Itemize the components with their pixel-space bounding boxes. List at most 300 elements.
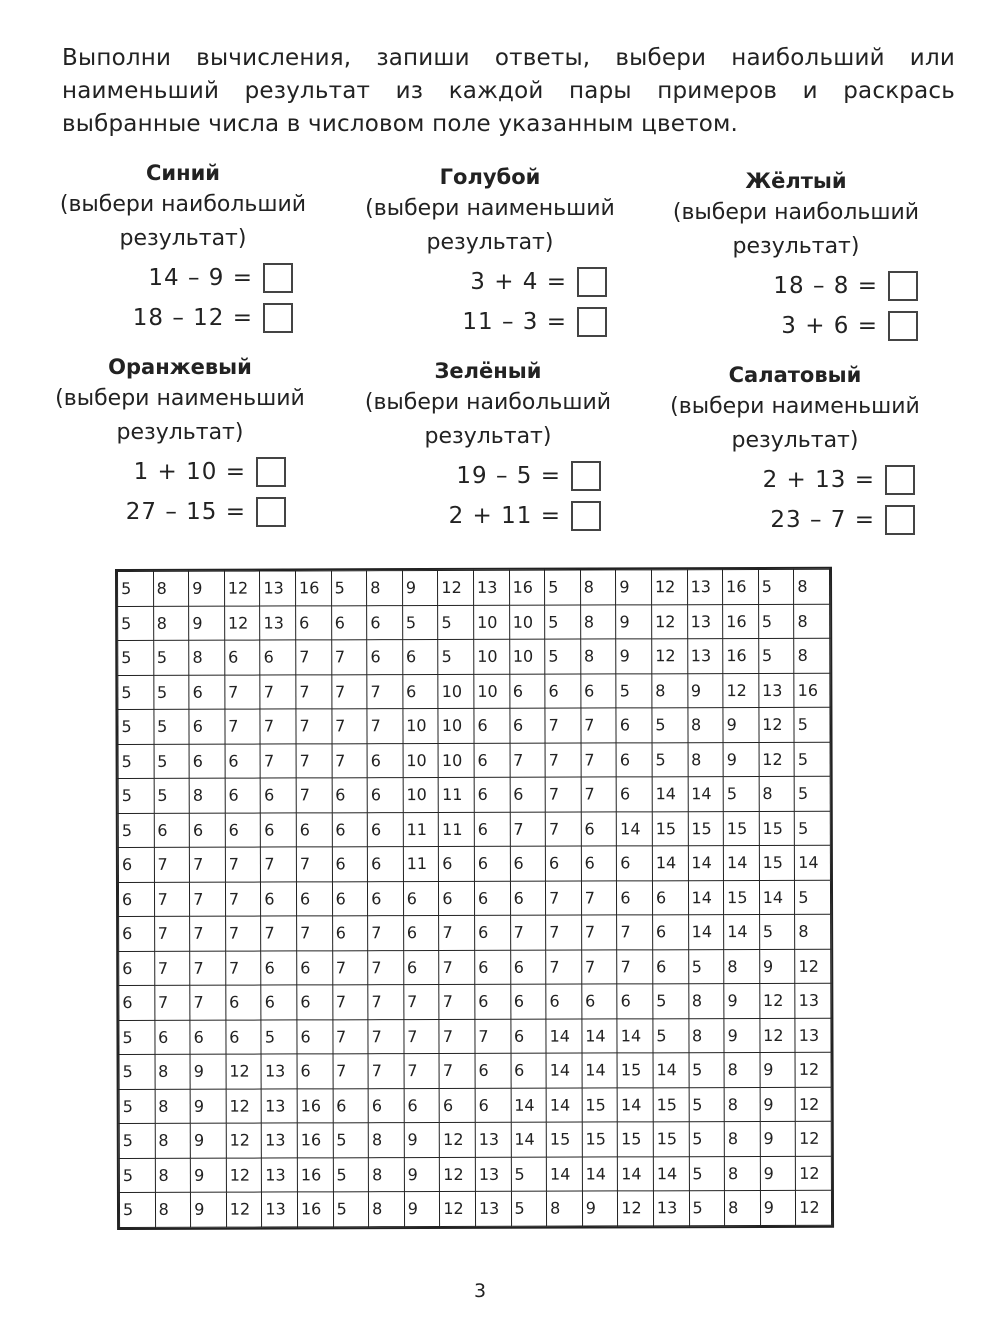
- grid-cell[interactable]: 7: [190, 985, 226, 1020]
- grid-cell[interactable]: 13: [262, 1123, 298, 1158]
- grid-cell[interactable]: 16: [297, 1157, 333, 1192]
- grid-cell[interactable]: 12: [651, 570, 687, 605]
- grid-cell[interactable]: 12: [440, 1122, 476, 1157]
- answer-box[interactable]: [888, 311, 918, 341]
- grid-cell[interactable]: 5: [511, 1157, 547, 1192]
- grid-cell[interactable]: 7: [190, 847, 226, 882]
- grid-cell[interactable]: 6: [368, 847, 404, 882]
- grid-cell[interactable]: 9: [189, 606, 225, 641]
- grid-cell[interactable]: 5: [653, 984, 689, 1019]
- grid-cell[interactable]: 14: [652, 846, 688, 881]
- grid-cell[interactable]: 5: [758, 638, 794, 673]
- grid-cell[interactable]: 12: [226, 1123, 262, 1158]
- grid-cell[interactable]: 6: [509, 674, 545, 709]
- grid-cell[interactable]: 6: [616, 708, 652, 743]
- grid-cell[interactable]: 9: [191, 1192, 227, 1227]
- grid-cell[interactable]: 5: [119, 1158, 155, 1193]
- grid-cell[interactable]: 15: [546, 1122, 582, 1157]
- grid-cell[interactable]: 6: [617, 880, 653, 915]
- grid-cell[interactable]: 9: [616, 570, 652, 605]
- grid-cell[interactable]: 6: [119, 951, 155, 986]
- grid-cell[interactable]: 6: [261, 881, 297, 916]
- grid-cell[interactable]: 6: [332, 881, 368, 916]
- grid-cell[interactable]: 7: [368, 1054, 404, 1089]
- grid-cell[interactable]: 8: [155, 1158, 191, 1193]
- grid-cell[interactable]: 6: [297, 985, 333, 1020]
- grid-cell[interactable]: 8: [688, 742, 724, 777]
- grid-cell[interactable]: 6: [474, 812, 510, 847]
- grid-cell[interactable]: 6: [190, 1020, 226, 1055]
- grid-cell[interactable]: 6: [474, 881, 510, 916]
- grid-cell[interactable]: 7: [510, 812, 546, 847]
- grid-cell[interactable]: 10: [438, 674, 474, 709]
- grid-cell[interactable]: 6: [225, 744, 261, 779]
- grid-cell[interactable]: 8: [688, 984, 724, 1019]
- grid-cell[interactable]: 12: [226, 1089, 262, 1124]
- grid-cell[interactable]: 6: [474, 708, 510, 743]
- grid-cell[interactable]: 8: [368, 1157, 404, 1192]
- grid-cell[interactable]: 5: [653, 1018, 689, 1053]
- grid-cell[interactable]: 7: [439, 915, 475, 950]
- grid-cell[interactable]: 7: [368, 1019, 404, 1054]
- grid-cell[interactable]: 7: [546, 881, 582, 916]
- grid-cell[interactable]: 12: [440, 1157, 476, 1192]
- grid-cell[interactable]: 10: [474, 639, 510, 674]
- grid-cell[interactable]: 6: [261, 812, 297, 847]
- grid-cell[interactable]: 6: [297, 950, 333, 985]
- grid-cell[interactable]: 6: [332, 812, 368, 847]
- grid-cell[interactable]: 6: [154, 813, 190, 848]
- grid-cell[interactable]: 14: [688, 880, 724, 915]
- grid-cell[interactable]: 6: [367, 812, 403, 847]
- grid-cell[interactable]: 15: [653, 1122, 689, 1157]
- grid-cell[interactable]: 7: [439, 984, 475, 1019]
- grid-cell[interactable]: 11: [403, 812, 439, 847]
- grid-cell[interactable]: 9: [759, 949, 795, 984]
- grid-cell[interactable]: 8: [580, 570, 616, 605]
- grid-cell[interactable]: 7: [368, 950, 404, 985]
- grid-cell[interactable]: 6: [617, 846, 653, 881]
- grid-cell[interactable]: 9: [191, 1158, 227, 1193]
- grid-cell[interactable]: 12: [224, 571, 260, 606]
- grid-cell[interactable]: 8: [795, 914, 831, 949]
- grid-cell[interactable]: 6: [296, 812, 332, 847]
- grid-cell[interactable]: 7: [333, 1054, 369, 1089]
- grid-cell[interactable]: 5: [118, 640, 154, 675]
- grid-cell[interactable]: 6: [475, 1088, 511, 1123]
- grid-cell[interactable]: 9: [616, 639, 652, 674]
- grid-cell[interactable]: 9: [723, 742, 759, 777]
- answer-box[interactable]: [885, 465, 915, 495]
- answer-box[interactable]: [571, 461, 601, 491]
- grid-cell[interactable]: 12: [226, 1158, 262, 1193]
- grid-cell[interactable]: 6: [297, 1054, 333, 1089]
- grid-cell[interactable]: 7: [546, 915, 582, 950]
- grid-cell[interactable]: 16: [297, 1123, 333, 1158]
- grid-cell[interactable]: 7: [190, 882, 226, 917]
- grid-cell[interactable]: 16: [297, 1088, 333, 1123]
- grid-cell[interactable]: 6: [403, 674, 439, 709]
- grid-cell[interactable]: 7: [368, 985, 404, 1020]
- answer-box[interactable]: [885, 505, 915, 535]
- grid-cell[interactable]: 5: [758, 569, 794, 604]
- grid-cell[interactable]: 9: [189, 571, 225, 606]
- grid-cell[interactable]: 13: [473, 570, 509, 605]
- grid-cell[interactable]: 6: [297, 1019, 333, 1054]
- grid-cell[interactable]: 14: [546, 1053, 582, 1088]
- grid-cell[interactable]: 6: [332, 778, 368, 813]
- grid-cell[interactable]: 16: [297, 1192, 333, 1227]
- grid-cell[interactable]: 7: [475, 1019, 511, 1054]
- grid-cell[interactable]: 5: [118, 571, 154, 606]
- grid-cell[interactable]: 12: [759, 742, 795, 777]
- grid-cell[interactable]: 14: [759, 880, 795, 915]
- grid-cell[interactable]: 15: [723, 811, 759, 846]
- grid-cell[interactable]: 6: [118, 847, 154, 882]
- grid-cell[interactable]: 6: [119, 916, 155, 951]
- grid-cell[interactable]: 7: [260, 674, 296, 709]
- grid-cell[interactable]: 13: [262, 1088, 298, 1123]
- grid-cell[interactable]: 5: [652, 708, 688, 743]
- grid-cell[interactable]: 11: [403, 846, 439, 881]
- grid-cell[interactable]: 10: [438, 743, 474, 778]
- grid-cell[interactable]: 7: [260, 743, 296, 778]
- grid-cell[interactable]: 14: [653, 1053, 689, 1088]
- grid-cell[interactable]: 7: [296, 778, 332, 813]
- grid-cell[interactable]: 6: [474, 743, 510, 778]
- grid-cell[interactable]: 6: [653, 949, 689, 984]
- grid-cell[interactable]: 6: [475, 950, 511, 985]
- answer-box[interactable]: [577, 267, 607, 297]
- grid-cell[interactable]: 13: [260, 571, 296, 606]
- grid-cell[interactable]: 6: [511, 1053, 547, 1088]
- grid-cell[interactable]: 6: [439, 881, 475, 916]
- grid-cell[interactable]: 5: [794, 707, 830, 742]
- grid-cell[interactable]: 13: [260, 605, 296, 640]
- grid-cell[interactable]: 7: [581, 915, 617, 950]
- grid-cell[interactable]: 14: [511, 1088, 547, 1123]
- grid-cell[interactable]: 6: [332, 847, 368, 882]
- grid-cell[interactable]: 7: [261, 916, 297, 951]
- grid-cell[interactable]: 14: [582, 1053, 618, 1088]
- grid-cell[interactable]: 11: [439, 812, 475, 847]
- grid-cell[interactable]: 14: [688, 777, 724, 812]
- grid-cell[interactable]: 9: [760, 1052, 796, 1087]
- grid-cell[interactable]: 15: [618, 1122, 654, 1157]
- grid-cell[interactable]: 7: [225, 882, 261, 917]
- grid-cell[interactable]: 10: [403, 743, 439, 778]
- grid-cell[interactable]: 6: [509, 708, 545, 743]
- grid-cell[interactable]: 7: [331, 674, 367, 709]
- grid-cell[interactable]: 8: [189, 640, 225, 675]
- grid-cell[interactable]: 7: [332, 985, 368, 1020]
- grid-cell[interactable]: 7: [404, 1053, 440, 1088]
- grid-cell[interactable]: 15: [759, 811, 795, 846]
- grid-cell[interactable]: 8: [369, 1192, 405, 1227]
- grid-cell[interactable]: 14: [511, 1122, 547, 1157]
- grid-cell[interactable]: 7: [581, 949, 617, 984]
- grid-cell[interactable]: 7: [331, 640, 367, 675]
- grid-cell[interactable]: 5: [154, 778, 190, 813]
- grid-cell[interactable]: 8: [155, 1192, 191, 1227]
- grid-cell[interactable]: 6: [189, 813, 225, 848]
- grid-cell[interactable]: 13: [687, 604, 723, 639]
- grid-cell[interactable]: 5: [118, 813, 154, 848]
- grid-cell[interactable]: 7: [367, 709, 403, 744]
- grid-cell[interactable]: 5: [154, 709, 190, 744]
- grid-cell[interactable]: 13: [653, 1191, 689, 1226]
- grid-cell[interactable]: 10: [403, 708, 439, 743]
- grid-cell[interactable]: 7: [510, 915, 546, 950]
- grid-cell[interactable]: 12: [652, 604, 688, 639]
- grid-cell[interactable]: 8: [368, 1123, 404, 1158]
- grid-cell[interactable]: 6: [118, 882, 154, 917]
- grid-cell[interactable]: 5: [119, 1089, 155, 1124]
- grid-cell[interactable]: 7: [260, 709, 296, 744]
- grid-cell[interactable]: 8: [794, 569, 830, 604]
- grid-cell[interactable]: 5: [689, 1156, 725, 1191]
- grid-cell[interactable]: 9: [190, 1089, 226, 1124]
- grid-cell[interactable]: 7: [617, 915, 653, 950]
- grid-cell[interactable]: 6: [367, 778, 403, 813]
- grid-cell[interactable]: 12: [440, 1191, 476, 1226]
- grid-cell[interactable]: 5: [333, 1157, 369, 1192]
- grid-cell[interactable]: 5: [118, 675, 154, 710]
- grid-cell[interactable]: 7: [581, 880, 617, 915]
- grid-cell[interactable]: 6: [510, 1019, 546, 1054]
- grid-cell[interactable]: 15: [617, 1053, 653, 1088]
- grid-cell[interactable]: 5: [545, 639, 581, 674]
- grid-cell[interactable]: 14: [652, 777, 688, 812]
- grid-cell[interactable]: 9: [687, 673, 723, 708]
- grid-cell[interactable]: 7: [154, 951, 190, 986]
- grid-cell[interactable]: 8: [794, 638, 830, 673]
- grid-cell[interactable]: 7: [190, 916, 226, 951]
- grid-cell[interactable]: 5: [545, 570, 581, 605]
- grid-cell[interactable]: 14: [582, 1018, 618, 1053]
- grid-cell[interactable]: 11: [438, 777, 474, 812]
- grid-cell[interactable]: 6: [546, 984, 582, 1019]
- grid-cell[interactable]: 6: [225, 813, 261, 848]
- grid-cell[interactable]: 6: [510, 881, 546, 916]
- grid-cell[interactable]: 6: [261, 950, 297, 985]
- grid-cell[interactable]: 5: [154, 744, 190, 779]
- grid-cell[interactable]: 6: [475, 984, 511, 1019]
- grid-cell[interactable]: 7: [439, 1019, 475, 1054]
- answer-box[interactable]: [256, 457, 286, 487]
- grid-cell[interactable]: 5: [689, 1191, 725, 1226]
- grid-cell[interactable]: 5: [616, 673, 652, 708]
- grid-cell[interactable]: 8: [155, 1123, 191, 1158]
- grid-cell[interactable]: 6: [545, 846, 581, 881]
- grid-cell[interactable]: 9: [724, 983, 760, 1018]
- grid-cell[interactable]: 12: [759, 983, 795, 1018]
- grid-cell[interactable]: 5: [153, 640, 189, 675]
- grid-cell[interactable]: 8: [153, 571, 189, 606]
- grid-cell[interactable]: 6: [652, 915, 688, 950]
- grid-cell[interactable]: 12: [796, 1121, 832, 1156]
- grid-cell[interactable]: 6: [402, 639, 438, 674]
- grid-cell[interactable]: 6: [226, 985, 262, 1020]
- grid-cell[interactable]: 7: [368, 916, 404, 951]
- grid-cell[interactable]: 16: [509, 570, 545, 605]
- grid-cell[interactable]: 7: [404, 984, 440, 1019]
- grid-cell[interactable]: 5: [331, 571, 367, 606]
- grid-cell[interactable]: 9: [190, 1054, 226, 1089]
- grid-cell[interactable]: 8: [155, 1089, 191, 1124]
- grid-cell[interactable]: 10: [438, 708, 474, 743]
- grid-cell[interactable]: 5: [689, 1087, 725, 1122]
- grid-cell[interactable]: 7: [296, 847, 332, 882]
- grid-cell[interactable]: 5: [723, 776, 759, 811]
- grid-cell[interactable]: 16: [794, 673, 830, 708]
- grid-cell[interactable]: 6: [189, 675, 225, 710]
- grid-cell[interactable]: 14: [653, 1156, 689, 1191]
- grid-cell[interactable]: 5: [119, 1192, 155, 1227]
- grid-cell[interactable]: 7: [545, 743, 581, 778]
- grid-cell[interactable]: 7: [225, 916, 261, 951]
- answer-box[interactable]: [888, 271, 918, 301]
- grid-cell[interactable]: 8: [724, 1052, 760, 1087]
- grid-cell[interactable]: 5: [795, 880, 831, 915]
- grid-cell[interactable]: 12: [652, 639, 688, 674]
- grid-cell[interactable]: 12: [438, 570, 474, 605]
- grid-cell[interactable]: 5: [118, 778, 154, 813]
- grid-cell[interactable]: 15: [653, 1087, 689, 1122]
- grid-cell[interactable]: 7: [154, 916, 190, 951]
- grid-cell[interactable]: 7: [545, 777, 581, 812]
- grid-cell[interactable]: 7: [581, 777, 617, 812]
- grid-cell[interactable]: 6: [581, 846, 617, 881]
- grid-cell[interactable]: 15: [688, 811, 724, 846]
- grid-cell[interactable]: 7: [546, 950, 582, 985]
- grid-cell[interactable]: 6: [581, 673, 617, 708]
- grid-cell[interactable]: 6: [581, 811, 617, 846]
- grid-cell[interactable]: 12: [795, 949, 831, 984]
- grid-cell[interactable]: 6: [582, 984, 618, 1019]
- grid-cell[interactable]: 5: [119, 1123, 155, 1158]
- answer-box[interactable]: [263, 303, 293, 333]
- grid-cell[interactable]: 5: [795, 811, 831, 846]
- grid-cell[interactable]: 8: [724, 1087, 760, 1122]
- grid-cell[interactable]: 8: [688, 1018, 724, 1053]
- grid-cell[interactable]: 5: [438, 639, 474, 674]
- grid-cell[interactable]: 7: [296, 709, 332, 744]
- grid-cell[interactable]: 7: [296, 674, 332, 709]
- grid-cell[interactable]: 5: [402, 605, 438, 640]
- grid-cell[interactable]: 9: [760, 1190, 796, 1225]
- grid-cell[interactable]: 14: [688, 915, 724, 950]
- grid-cell[interactable]: 6: [367, 640, 403, 675]
- grid-cell[interactable]: 5: [261, 1019, 297, 1054]
- grid-cell[interactable]: 5: [511, 1191, 547, 1226]
- grid-cell[interactable]: 5: [758, 604, 794, 639]
- grid-cell[interactable]: 8: [725, 1190, 761, 1225]
- grid-cell[interactable]: 12: [723, 673, 759, 708]
- grid-cell[interactable]: 7: [190, 951, 226, 986]
- grid-cell[interactable]: 6: [225, 778, 261, 813]
- grid-cell[interactable]: 13: [475, 1157, 511, 1192]
- grid-cell[interactable]: 8: [155, 1054, 191, 1089]
- grid-cell[interactable]: 6: [261, 985, 297, 1020]
- grid-cell[interactable]: 16: [295, 571, 331, 606]
- grid-cell[interactable]: 6: [510, 777, 546, 812]
- grid-cell[interactable]: 5: [794, 742, 830, 777]
- grid-cell[interactable]: 7: [297, 916, 333, 951]
- grid-cell[interactable]: 6: [296, 605, 332, 640]
- grid-cell[interactable]: 8: [580, 639, 616, 674]
- grid-cell[interactable]: 7: [225, 675, 261, 710]
- grid-cell[interactable]: 7: [225, 847, 261, 882]
- grid-cell[interactable]: 10: [509, 639, 545, 674]
- grid-cell[interactable]: 10: [474, 674, 510, 709]
- grid-cell[interactable]: 15: [582, 1087, 618, 1122]
- grid-cell[interactable]: 16: [723, 604, 759, 639]
- grid-cell[interactable]: 12: [760, 1018, 796, 1053]
- grid-cell[interactable]: 7: [332, 1019, 368, 1054]
- grid-cell[interactable]: 12: [226, 1054, 262, 1089]
- grid-cell[interactable]: 7: [154, 985, 190, 1020]
- grid-cell[interactable]: 13: [687, 570, 723, 605]
- grid-cell[interactable]: 12: [759, 707, 795, 742]
- grid-cell[interactable]: 6: [261, 778, 297, 813]
- grid-cell[interactable]: 6: [474, 846, 510, 881]
- grid-cell[interactable]: 8: [724, 1121, 760, 1156]
- grid-cell[interactable]: 15: [582, 1122, 618, 1157]
- grid-cell[interactable]: 6: [545, 674, 581, 709]
- grid-cell[interactable]: 14: [546, 1157, 582, 1192]
- grid-cell[interactable]: 5: [652, 742, 688, 777]
- grid-cell[interactable]: 6: [189, 744, 225, 779]
- answer-box[interactable]: [571, 501, 601, 531]
- grid-cell[interactable]: 7: [404, 1019, 440, 1054]
- grid-cell[interactable]: 5: [333, 1123, 369, 1158]
- grid-cell[interactable]: 5: [119, 1020, 155, 1055]
- grid-cell[interactable]: 14: [582, 1156, 618, 1191]
- grid-cell[interactable]: 13: [687, 639, 723, 674]
- grid-cell[interactable]: 14: [546, 1088, 582, 1123]
- grid-cell[interactable]: 6: [119, 985, 155, 1020]
- grid-cell[interactable]: 6: [510, 950, 546, 985]
- grid-cell[interactable]: 6: [226, 1020, 262, 1055]
- grid-cell[interactable]: 12: [226, 1192, 262, 1227]
- grid-cell[interactable]: 14: [795, 845, 831, 880]
- grid-cell[interactable]: 8: [724, 949, 760, 984]
- grid-cell[interactable]: 8: [367, 571, 403, 606]
- grid-cell[interactable]: 7: [439, 1053, 475, 1088]
- grid-cell[interactable]: 8: [652, 673, 688, 708]
- grid-cell[interactable]: 7: [154, 847, 190, 882]
- grid-cell[interactable]: 9: [724, 1018, 760, 1053]
- grid-cell[interactable]: 9: [404, 1157, 440, 1192]
- grid-cell[interactable]: 5: [153, 675, 189, 710]
- grid-cell[interactable]: 5: [118, 606, 154, 641]
- grid-cell[interactable]: 10: [474, 605, 510, 640]
- grid-cell[interactable]: 7: [296, 743, 332, 778]
- grid-cell[interactable]: 6: [510, 984, 546, 1019]
- grid-cell[interactable]: 5: [759, 914, 795, 949]
- grid-cell[interactable]: 5: [118, 744, 154, 779]
- grid-cell[interactable]: 6: [403, 881, 439, 916]
- grid-cell[interactable]: 14: [723, 845, 759, 880]
- grid-cell[interactable]: 6: [403, 950, 439, 985]
- grid-cell[interactable]: 5: [794, 776, 830, 811]
- grid-cell[interactable]: 6: [404, 1088, 440, 1123]
- grid-cell[interactable]: 7: [225, 951, 261, 986]
- grid-cell[interactable]: 8: [547, 1191, 583, 1226]
- grid-cell[interactable]: 15: [759, 845, 795, 880]
- grid-cell[interactable]: 13: [475, 1191, 511, 1226]
